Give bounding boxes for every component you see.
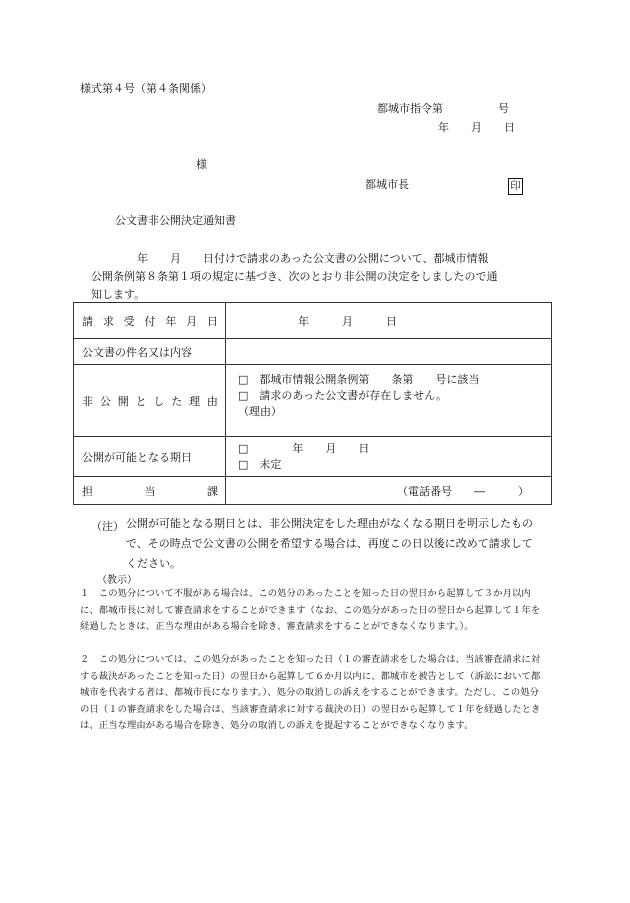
intro-line-2: 公開条例第８条第１項の規定に基づき、次のとおり非公開の決定をしましたので通 bbox=[91, 270, 498, 283]
row-department bbox=[74, 477, 552, 505]
value-disclosure-possible-date bbox=[226, 437, 552, 477]
addressee-suffix: 様 bbox=[196, 158, 207, 171]
value-nondisclosure-reason bbox=[226, 365, 552, 437]
instruction-item-2: ２ この処分については、この処分があったことを知った日（１の審査請求をした場合は、当該審査請求に対する裁決があったことを知った日）の翌日から起算して６か月以内に、都城市を被告として（訴訟において都城市を代表する者は、都城市長になります。）、処分の取消しの訴えをすることができます。ただし、この処分の日（１の審査請求をした場合は、当該審査請求に対する裁決の日）の翌日から起算して１年を経過したときは、正当な理由がある場合を除き、処分の取消しの訴えを提起することができなくなります。 bbox=[80, 654, 541, 731]
label-request-date: 請 求 受 付 年 月 日 bbox=[74, 303, 226, 339]
instruction-item-1: １ この処分について不服がある場合は、この処分のあったことを知った日の翌日から起算して３か月以内に、都城市長に対して審査請求をすることができます（なお、この処分があった日の翌日から起算して１年を経過したときは、正当な理由がある場合を除き、審査請求をすることができなくなります。）。 bbox=[80, 588, 541, 632]
document-number: 都城市指令第 号 bbox=[377, 102, 509, 115]
checkbox-possible-date[interactable]: □ 年 月 日 bbox=[238, 441, 370, 455]
document-title: 公文書非公開決定通知書 bbox=[115, 214, 236, 227]
seal-mark: 印 bbox=[508, 174, 523, 195]
row-request-date bbox=[74, 303, 552, 339]
value-department-phone: （電話番号 ― ） bbox=[226, 477, 552, 505]
sender-name: 都城市長 bbox=[365, 178, 409, 191]
reason-label: （理由） bbox=[238, 405, 282, 418]
decision-table bbox=[73, 302, 552, 505]
label-disclosure-possible-date: 公開が可能となる期日 bbox=[74, 437, 226, 477]
intro-line-1: 年 月 日付けで請求のあった公文書の公開について、都城市情報 bbox=[115, 252, 489, 265]
checkbox-ordinance-article[interactable]: □ 都城市情報公開条例第 条第 号に該当 bbox=[238, 373, 480, 386]
label-document-subject: 公文書の件名又は内容 bbox=[74, 339, 226, 365]
row-document-subject bbox=[74, 339, 552, 365]
note-label: （注） bbox=[91, 520, 124, 533]
value-request-date: 年 月 日 bbox=[226, 303, 552, 339]
checkbox-undetermined[interactable]: □ 未定 bbox=[238, 457, 282, 471]
instruction-heading: （教示） bbox=[97, 575, 137, 586]
row-nondisclosure-reason bbox=[74, 365, 552, 437]
intro-line-3: 知します。 bbox=[91, 288, 146, 301]
note-text: 公開が可能となる期日とは、非公開決定をした理由がなくなる期日を明示したもので、その時点で公文書の公開を希望する場合は、再度この日以後に改めて請求してください。 bbox=[126, 517, 533, 570]
row-disclosure-possible-date bbox=[74, 437, 552, 477]
label-department: 担 当 課 bbox=[74, 477, 226, 505]
form-number: 様式第４号（第４条関係） bbox=[80, 82, 212, 95]
document-date: 年 月 日 bbox=[438, 121, 515, 134]
label-nondisclosure-reason: 非 公 開 と し た 理 由 bbox=[74, 365, 226, 437]
value-document-subject bbox=[226, 339, 552, 365]
checkbox-document-not-exist[interactable]: □ 請求のあった公文書が存在しません。 bbox=[238, 389, 447, 402]
